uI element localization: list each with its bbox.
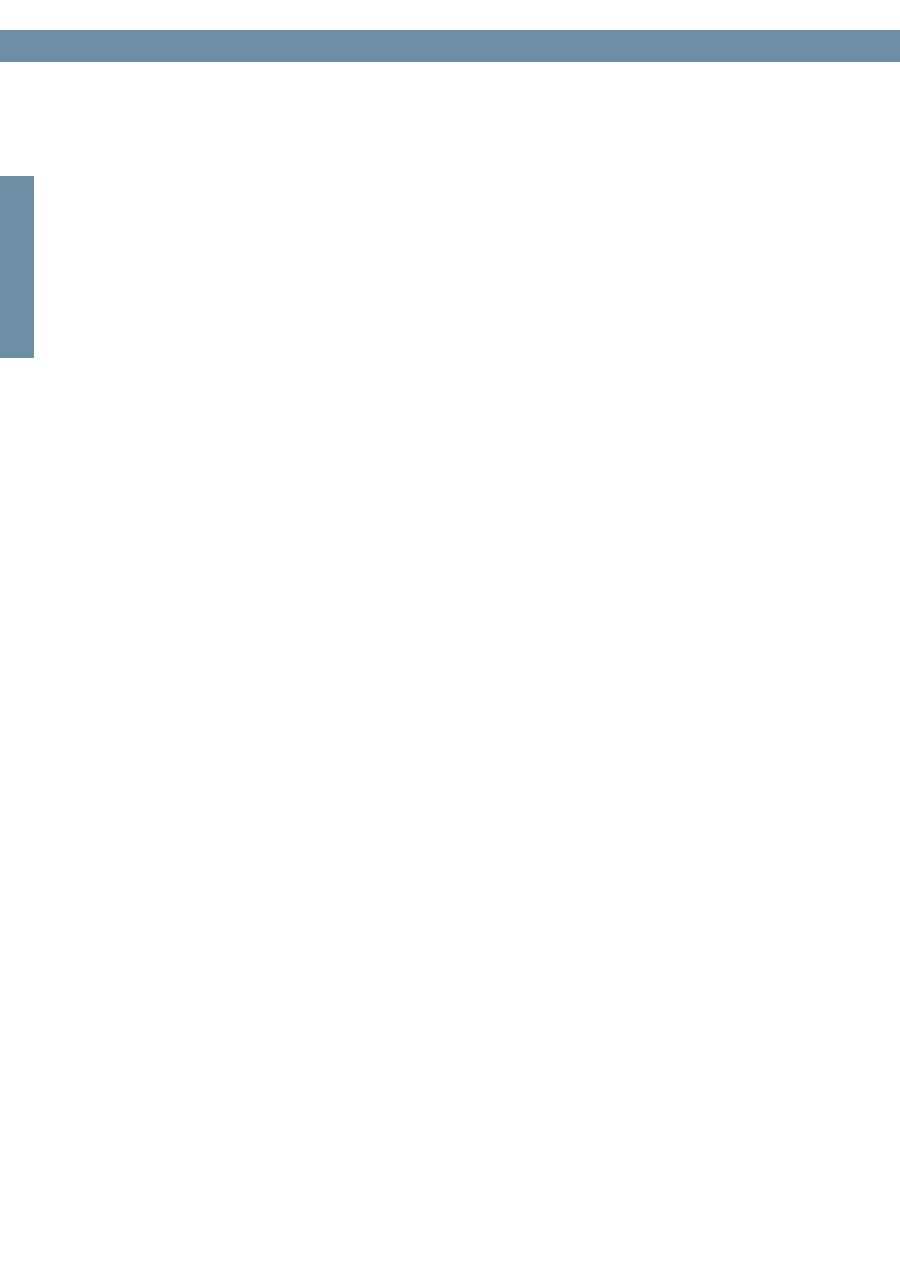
- series-label: [4, 62, 40, 122]
- header-bar: [0, 30, 900, 62]
- side-tab-category: [0, 176, 34, 358]
